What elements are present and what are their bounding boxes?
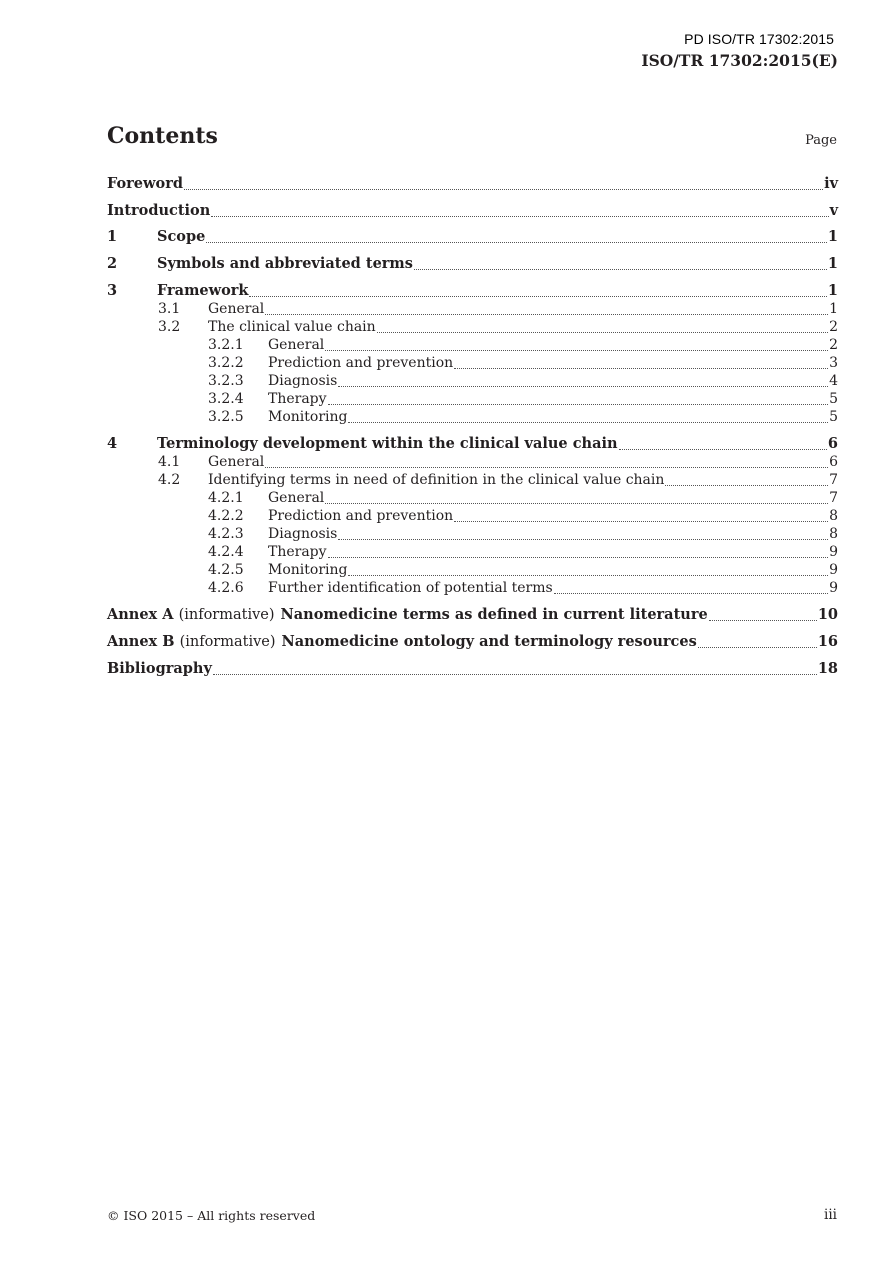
toc-entry-number: 4.2 — [158, 472, 181, 488]
toc-entry[interactable] — [107, 282, 838, 300]
dot-leader — [265, 466, 828, 468]
dot-leader — [698, 646, 817, 648]
annex-title: Nanomedicine ontology and terminology resources — [281, 633, 697, 650]
toc-entry-page: 10 — [817, 606, 838, 623]
toc-annex-entry[interactable] — [107, 606, 838, 624]
annex-title: Nanomedicine terms as defined in current literature — [280, 606, 708, 623]
toc-entry-page: 1 — [827, 255, 838, 272]
toc-entry-page: 6 — [827, 435, 838, 452]
dot-leader — [328, 556, 829, 558]
contents-title: Contents — [107, 123, 218, 149]
toc-bibliography[interactable] — [107, 660, 838, 678]
toc-entry-number: 4.2.3 — [208, 526, 244, 542]
toc-entry-label: Diagnosis — [268, 373, 338, 389]
toc-entry-number: 3.2.5 — [208, 409, 244, 425]
toc-entry-page: 3 — [829, 355, 838, 371]
toc-entry-label: Prediction and prevention — [268, 355, 454, 371]
toc-entry-page: 1 — [827, 282, 838, 299]
dot-leader — [325, 349, 828, 351]
toc-entry-page: 1 — [829, 301, 838, 317]
toc-entry-label: Bibliography — [107, 660, 212, 677]
annex-label — [107, 606, 708, 624]
dot-leader — [348, 574, 828, 576]
toc-entry[interactable] — [208, 561, 838, 579]
toc-entry[interactable] — [208, 336, 838, 354]
toc-entry[interactable] — [107, 228, 838, 246]
toc-entry-number: 3.1 — [158, 301, 181, 317]
toc-entry[interactable] — [107, 175, 838, 193]
toc-entry-page: 7 — [829, 490, 838, 506]
toc-entry-label: Diagnosis — [268, 526, 338, 542]
dot-leader — [554, 592, 828, 594]
toc-entry-number: 1 — [107, 228, 118, 245]
toc-entry[interactable] — [107, 202, 838, 220]
toc-entry-page: 5 — [829, 391, 838, 407]
toc-entry-page: iv — [824, 175, 838, 192]
toc-entry-label: Framework — [157, 282, 249, 299]
dot-leader — [338, 385, 828, 387]
toc-entry[interactable] — [208, 525, 838, 543]
toc-entry-label: Identifying terms in need of definition in the clinical value chain — [208, 472, 665, 488]
table-of-contents — [107, 0, 838, 700]
toc-entry[interactable] — [208, 489, 838, 507]
toc-entry-number: 2 — [107, 255, 118, 272]
dot-leader — [338, 538, 828, 540]
dot-leader — [414, 268, 827, 270]
toc-entry-label: Scope — [157, 228, 206, 245]
dot-leader — [211, 215, 828, 217]
doc-id-main: ISO/TR 17302:2015(E) — [641, 51, 838, 70]
annex-kind: (informative) — [179, 634, 276, 650]
dot-leader — [377, 331, 828, 333]
toc-entry[interactable] — [158, 453, 838, 471]
toc-entry[interactable] — [208, 507, 838, 525]
toc-entry-label: Further identification of potential terms — [268, 580, 553, 596]
toc-entry-page: 9 — [829, 580, 838, 596]
toc-entry-number: 4.2.1 — [208, 490, 244, 506]
toc-entry-number: 4.2.5 — [208, 562, 244, 578]
annex-id: Annex A — [107, 606, 174, 623]
dot-leader — [325, 502, 828, 504]
dot-leader — [213, 673, 817, 675]
toc-entry-page: 16 — [817, 633, 838, 650]
toc-entry-page: 8 — [829, 508, 838, 524]
annex-label — [107, 633, 697, 651]
toc-entry-label: Therapy — [268, 544, 327, 560]
annex-kind: (informative) — [178, 607, 275, 623]
toc-entry-label: Therapy — [268, 391, 327, 407]
toc-entry[interactable] — [158, 318, 838, 336]
toc-entry-number: 4.2.6 — [208, 580, 244, 596]
toc-entry[interactable] — [208, 543, 838, 561]
toc-entry-number: 4.2.4 — [208, 544, 244, 560]
dot-leader — [265, 313, 828, 315]
toc-entry-number: 4.2.2 — [208, 508, 244, 524]
toc-entry[interactable] — [208, 354, 838, 372]
toc-entry-label: Introduction — [107, 202, 211, 219]
toc-entry-page: 9 — [829, 562, 838, 578]
toc-entry[interactable] — [208, 579, 838, 597]
dot-leader — [454, 367, 828, 369]
toc-entry-number: 3.2.1 — [208, 337, 244, 353]
toc-entry[interactable] — [107, 255, 838, 273]
toc-entry-number: 3.2.2 — [208, 355, 244, 371]
toc-entry-label: General — [268, 490, 325, 506]
toc-entry-page: 9 — [829, 544, 838, 560]
toc-entry[interactable] — [158, 300, 838, 318]
dot-leader — [619, 448, 827, 450]
toc-entry-label: Terminology development within the clinical value chain — [157, 435, 618, 452]
page-number: iii — [824, 1207, 837, 1223]
toc-entry-page: 2 — [829, 319, 838, 335]
toc-entry-number: 4 — [107, 435, 118, 452]
toc-entry-number: 3.2 — [158, 319, 181, 335]
toc-entry-label: General — [268, 337, 325, 353]
dot-leader — [665, 484, 828, 486]
toc-entry-page: 2 — [829, 337, 838, 353]
toc-entry-label: Symbols and abbreviated terms — [157, 255, 413, 272]
toc-entry-page: 1 — [827, 228, 838, 245]
toc-entry[interactable] — [107, 435, 838, 453]
dot-leader — [454, 520, 828, 522]
toc-entry-label: The clinical value chain — [208, 319, 376, 335]
toc-entry-number: 3.2.4 — [208, 391, 244, 407]
dot-leader — [709, 619, 817, 621]
toc-entry[interactable] — [208, 408, 838, 426]
toc-entry[interactable] — [208, 390, 838, 408]
toc-entry-page: 6 — [829, 454, 838, 470]
dot-leader — [184, 188, 823, 190]
toc-entry-page: 4 — [829, 373, 838, 389]
toc-entry-page: 7 — [829, 472, 838, 488]
dot-leader — [328, 403, 829, 405]
toc-entry-page: v — [829, 202, 838, 219]
annex-id: Annex B — [107, 633, 175, 650]
dot-leader — [249, 295, 826, 297]
toc-entry[interactable] — [158, 471, 838, 489]
toc-entry-label: Monitoring — [268, 562, 348, 578]
toc-entry-page: 18 — [817, 660, 838, 677]
dot-leader — [348, 421, 828, 423]
toc-entry-label: Monitoring — [268, 409, 348, 425]
page-column-label: Page — [805, 133, 837, 148]
toc-entry-number: 3.2.3 — [208, 373, 244, 389]
toc-entry-label: General — [208, 301, 265, 317]
toc-annex-entry[interactable] — [107, 633, 838, 651]
toc-entry-number: 4.1 — [158, 454, 181, 470]
toc-entry-page: 5 — [829, 409, 838, 425]
dot-leader — [206, 241, 827, 243]
toc-entry-page: 8 — [829, 526, 838, 542]
toc-entry-label: Foreword — [107, 175, 183, 192]
toc-entry-label: Prediction and prevention — [268, 508, 454, 524]
doc-id-small: PD ISO/TR 17302:2015 — [684, 31, 834, 47]
toc-entry-label: General — [208, 454, 265, 470]
copyright-notice: © ISO 2015 – All rights reserved — [107, 1208, 316, 1223]
toc-entry[interactable] — [208, 372, 838, 390]
toc-entry-number: 3 — [107, 282, 118, 299]
